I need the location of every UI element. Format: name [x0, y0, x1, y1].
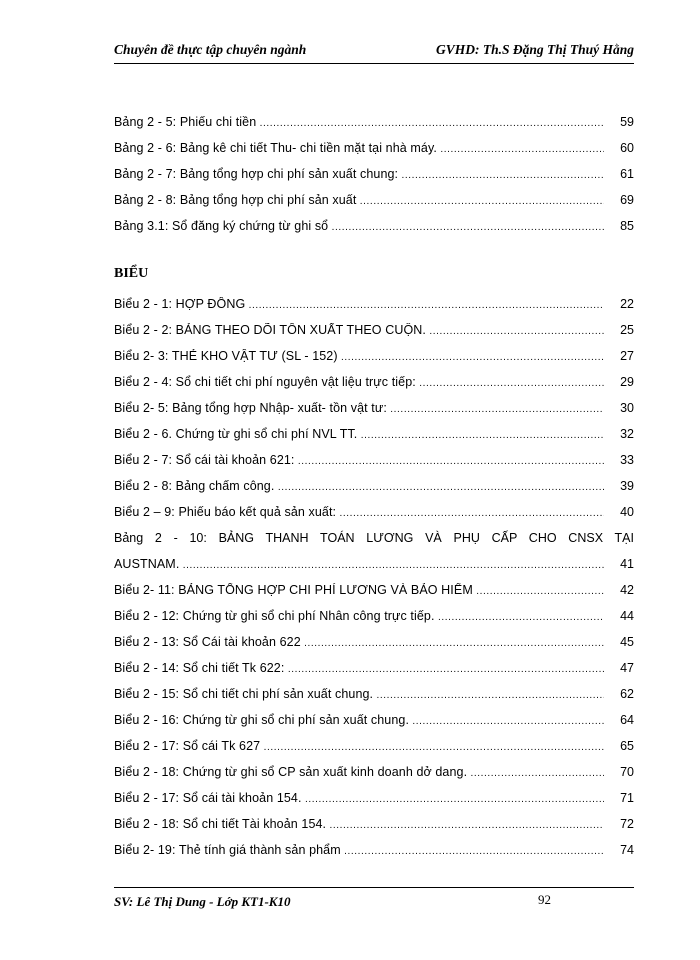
toc-entry-page: 29 — [604, 375, 634, 389]
toc-entry[interactable] — [114, 732, 634, 758]
toc-entry-title: Biểu 2- 3: THẺ KHO VẬT TƯ (SL - 152) ..... — [114, 349, 604, 363]
toc-entry-page: 27 — [604, 349, 634, 363]
toc-entry[interactable] — [114, 628, 634, 654]
page-header — [114, 38, 634, 62]
footer-student-text: SV: Lê Thị Dung - Lớp KT1-K10 — [114, 894, 291, 909]
toc-entry-title: Biểu 2 - 7: Sổ cái tài khoản 621: ..... — [114, 453, 604, 467]
toc-entry[interactable] — [114, 212, 634, 238]
toc-entry[interactable] — [114, 446, 634, 472]
toc-entry-page: 62 — [604, 687, 634, 701]
toc-entry-page: 42 — [604, 583, 634, 597]
toc-entry-title: Biểu 2 - 8: Bảng chấm công. ..... — [114, 479, 604, 493]
toc-entry-title: Biểu 2- 5: Bảng tổng hợp Nhập- xuất- tồn vật tư: ..... — [114, 401, 604, 415]
toc-entry-title: Biểu 2- 19: Thẻ tính giá thành sản phẩm ..... — [114, 843, 604, 857]
toc-entry-page: 47 — [604, 661, 634, 675]
toc-entry-page: 72 — [604, 817, 634, 831]
toc-entry[interactable] — [114, 160, 634, 186]
table-of-contents — [114, 108, 634, 862]
toc-entry-title: Bảng 2 - 5: Phiếu chi tiền ..... — [114, 115, 604, 129]
toc-entry-title: Biểu 2 - 1: HỢP ĐỒNG ..... — [114, 297, 604, 311]
toc-entry-title: Biểu 2 - 15: Sổ chi tiết chi phí sản xuất chung. ..... — [114, 687, 604, 701]
toc-entry-title: Biểu 2 - 18: Chứng từ ghi sổ CP sản xuất kinh doanh dở dang. ..... — [114, 765, 604, 779]
toc-entry-title: Bảng 2 - 7: Bảng tổng hợp chi phí sản xuất chung: ..... — [114, 167, 604, 181]
toc-entry-page: 61 — [604, 167, 634, 181]
toc-entry-title: Biểu 2 - 17: Sổ cái Tk 627 ..... — [114, 739, 604, 753]
toc-entry[interactable] — [114, 680, 634, 706]
toc-entry-title: Biểu 2 - 18: Sổ chi tiết Tài khoản 154. ..... — [114, 817, 604, 831]
toc-entry-page: 64 — [604, 713, 634, 727]
toc-entry-page: 22 — [604, 297, 634, 311]
toc-entry-page: 71 — [604, 791, 634, 805]
toc-entry-title: Bảng 3.1: Sổ đăng ký chứng từ ghi sổ ..... — [114, 219, 604, 233]
toc-entry[interactable] — [114, 836, 634, 862]
toc-entry-title: Biểu 2 - 16: Chứng từ ghi sổ chi phí sản xuất chung. ..... — [114, 713, 604, 727]
toc-entry-page: 59 — [604, 115, 634, 129]
toc-entry[interactable] — [114, 108, 634, 134]
toc-entry[interactable] — [114, 394, 634, 420]
toc-entry[interactable] — [114, 290, 634, 316]
section-heading-text: BIỂU — [114, 266, 149, 281]
footer-divider — [114, 887, 634, 888]
toc-entry[interactable] — [114, 316, 634, 342]
toc-entry-page: 41 — [604, 557, 634, 571]
toc-entry-page: 25 — [604, 323, 634, 337]
toc-entry[interactable] — [114, 368, 634, 394]
header-right-text: GVHD: Th.S Đặng Thị Thuý Hằng — [435, 42, 634, 57]
toc-entry[interactable] — [114, 472, 634, 498]
toc-entry-title: Biểu 2 – 9: Phiếu báo kết quả sản xuất: ..... — [114, 505, 604, 519]
toc-entry[interactable] — [114, 498, 634, 524]
toc-entry-title: Biểu 2 - 12: Chứng từ ghi sổ chi phí Nhân công trực tiếp. ..... — [114, 609, 604, 623]
toc-entry[interactable] — [114, 134, 634, 160]
toc-entry-page: 32 — [604, 427, 634, 441]
toc-entry-title: Biểu 2 - 17: Sổ cái tài khoản 154. ..... — [114, 791, 604, 805]
toc-entry-page: 60 — [604, 141, 634, 155]
toc-entry-title-line2: AUSTNAM. ..... — [114, 557, 604, 571]
toc-entry-page: 65 — [604, 739, 634, 753]
page-footer — [114, 892, 634, 914]
header-left-text: Chuyên đề thực tập chuyên ngành — [114, 42, 307, 57]
toc-entry-title: Biểu 2 - 2: BẢNG THEO DÕI TÔN XUẤT THEO CUỘN. ..... — [114, 323, 604, 337]
toc-entry-title: Biểu 2- 11: BẢNG TỔNG HỢP CHI PHÍ LƯƠNG VÀ BẢO HIỂM ..... — [114, 583, 604, 597]
toc-entry-title: Biểu 2 - 6. Chứng từ ghi sổ chi phí NVL TT. ..... — [114, 427, 604, 441]
toc-entry[interactable] — [114, 758, 634, 784]
toc-entry-page: 44 — [604, 609, 634, 623]
toc-entry-page: 85 — [604, 219, 634, 233]
section-heading-bieu — [114, 238, 634, 290]
toc-entry-page: 45 — [604, 635, 634, 649]
toc-entry-title: Bảng 2 - 6: Bảng kê chi tiết Thu- chi tiền mặt tại nhà máy. ..... — [114, 141, 604, 155]
toc-entry[interactable] — [114, 420, 634, 446]
toc-entry[interactable] — [114, 342, 634, 368]
toc-entry[interactable] — [114, 186, 634, 212]
toc-entry[interactable] — [114, 576, 634, 602]
toc-entry-title-line1: Bảng 2 - 10: BẢNG THANH TOÁN LƯƠNG VÀ PHỤ CẤP CHO CNSX TẠI — [114, 531, 634, 545]
toc-entry[interactable] — [114, 784, 634, 810]
toc-entry-page: 33 — [604, 453, 634, 467]
toc-entry-title: Bảng 2 - 8: Bảng tổng hợp chi phí sản xuất ..... — [114, 193, 604, 207]
header-divider — [114, 63, 634, 64]
toc-entry-page: 30 — [604, 401, 634, 415]
toc-entry-page: 74 — [604, 843, 634, 857]
toc-entry[interactable] — [114, 602, 634, 628]
toc-entry-page: 69 — [604, 193, 634, 207]
toc-entry[interactable] — [114, 810, 634, 836]
toc-entry-wrapped[interactable] — [114, 524, 634, 576]
footer-page-number: 92 — [538, 892, 551, 907]
toc-entry[interactable] — [114, 706, 634, 732]
toc-entry[interactable] — [114, 654, 634, 680]
toc-entry-page: 40 — [604, 505, 634, 519]
toc-entry-page: 70 — [604, 765, 634, 779]
toc-entry-title: Biểu 2 - 14: Sổ chi tiết Tk 622: ..... — [114, 661, 604, 675]
toc-entry-title: Biểu 2 - 4: Sổ chi tiết chi phí nguyên vật liệu trực tiếp: ..... — [114, 375, 604, 389]
toc-entry-title: Biểu 2 - 13: Sổ Cái tài khoản 622 ..... — [114, 635, 604, 649]
toc-entry-page: 39 — [604, 479, 634, 493]
